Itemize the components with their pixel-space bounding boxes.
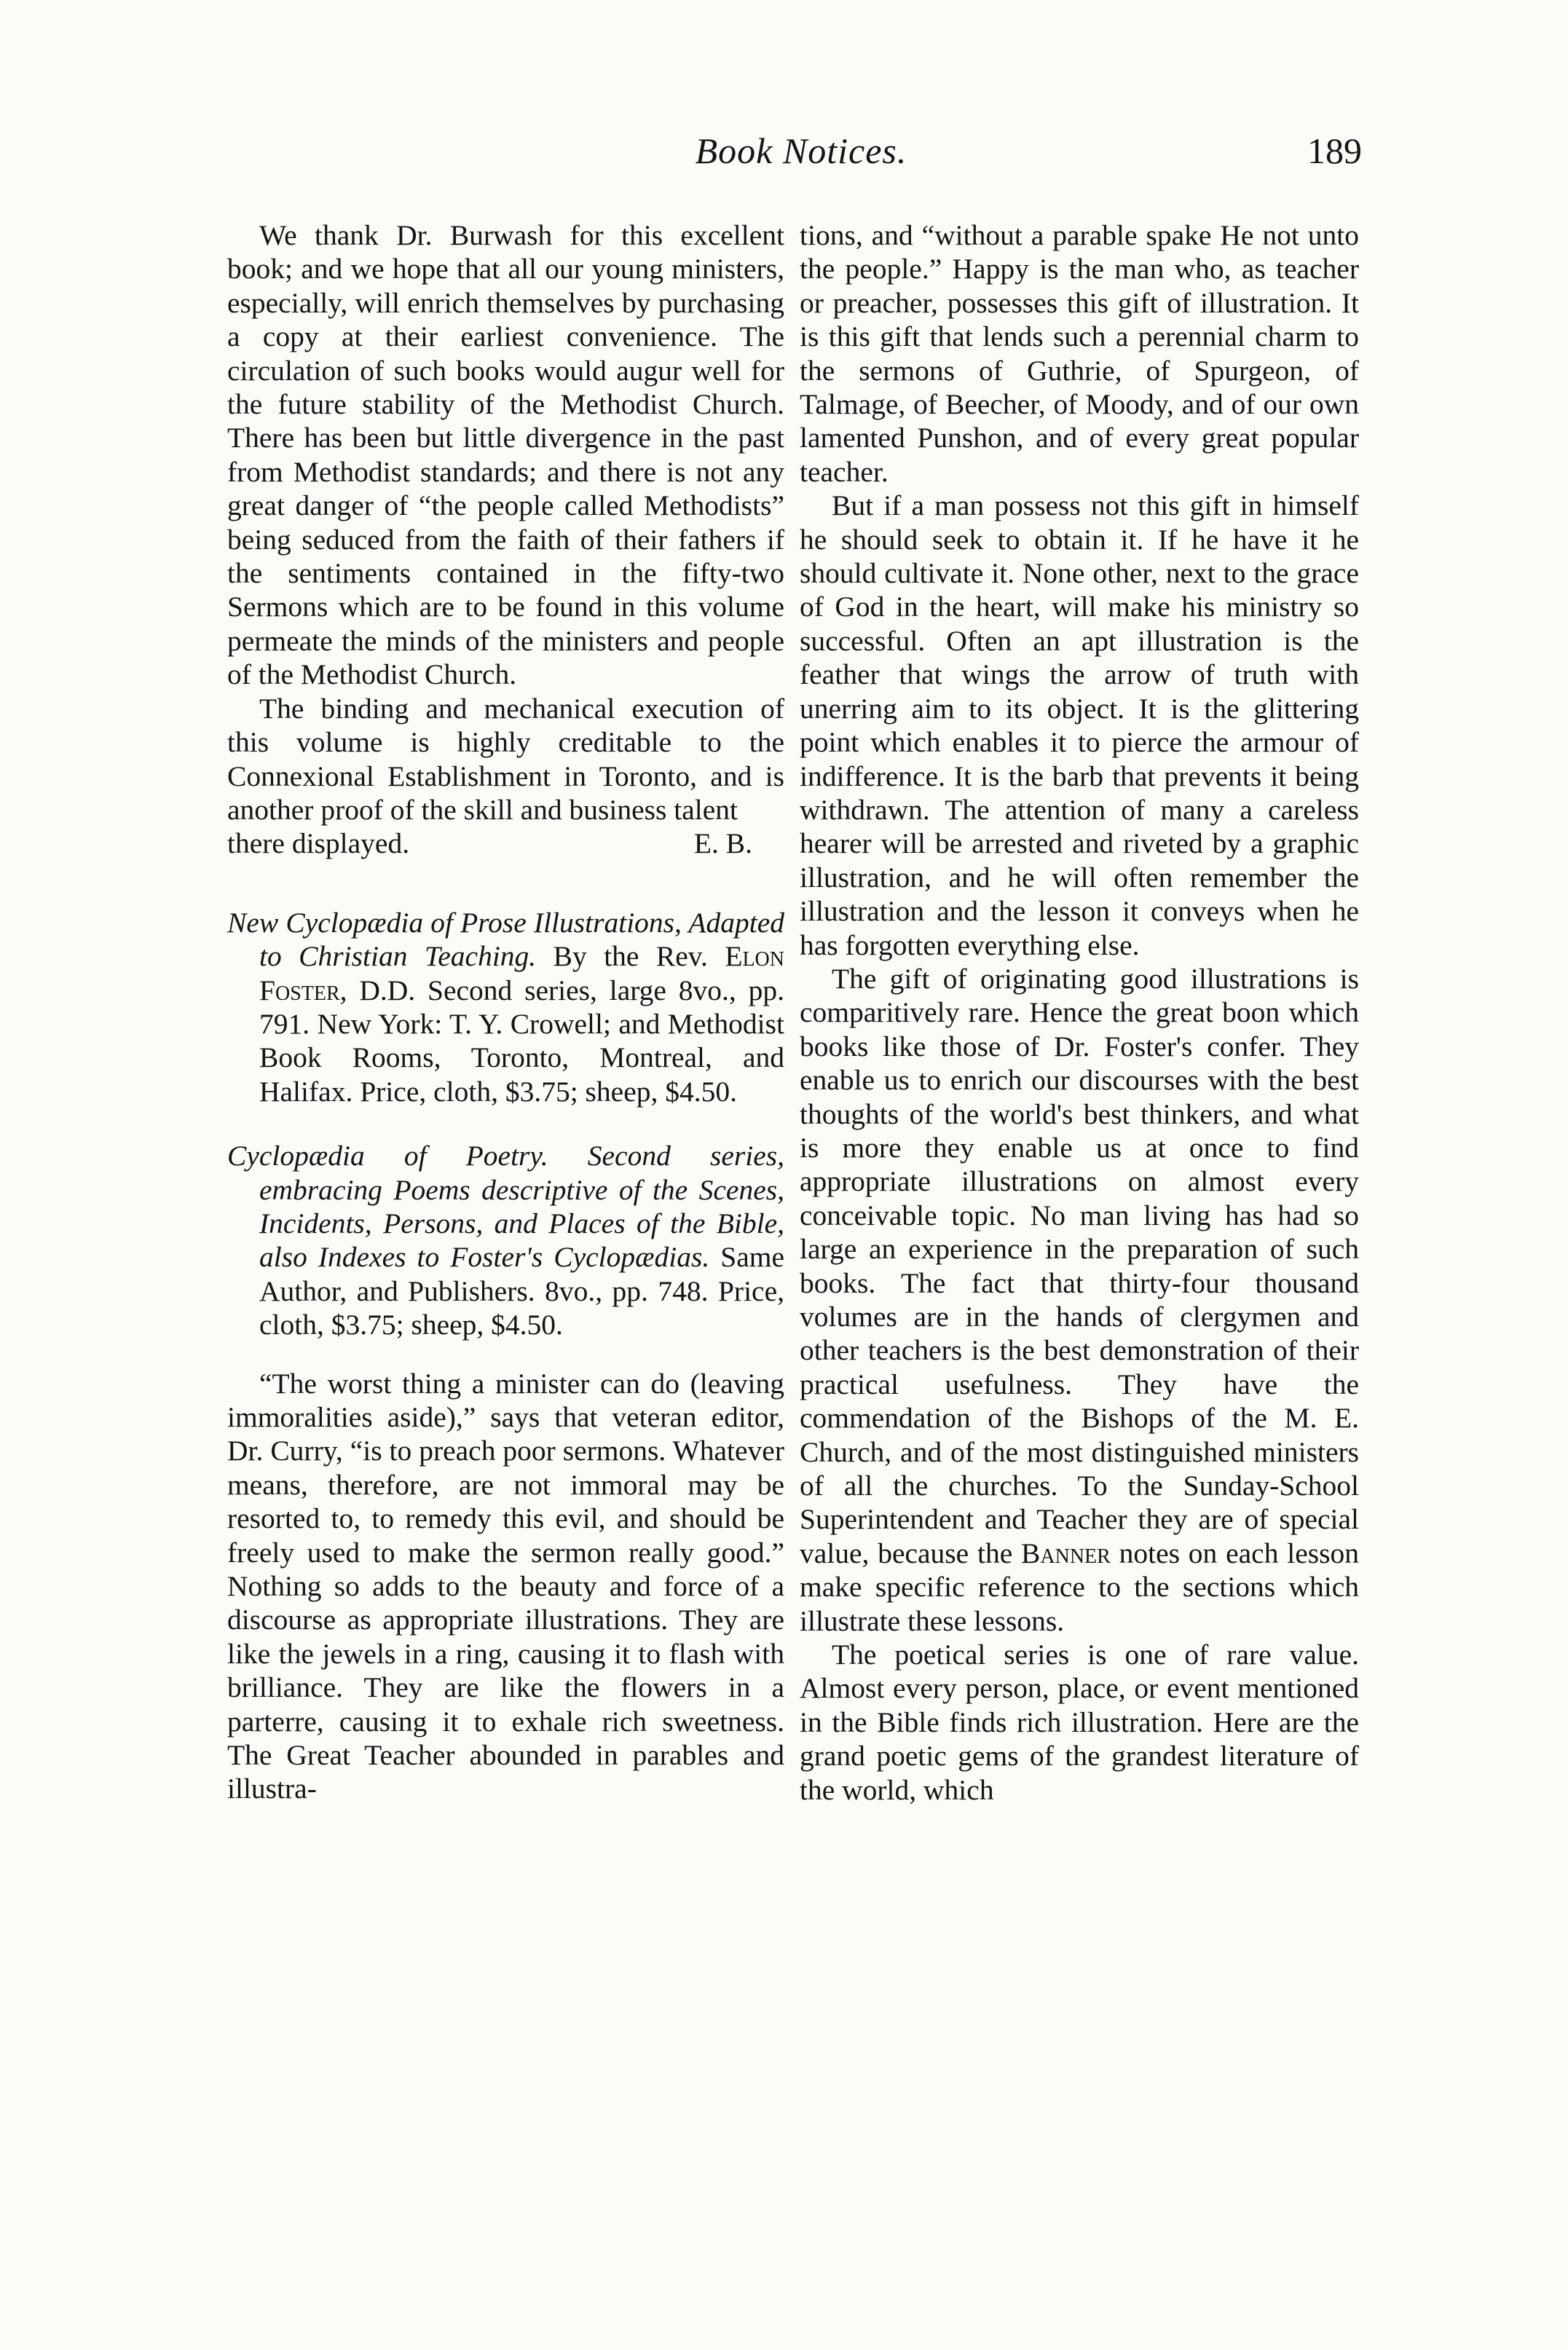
left-column bbox=[227, 218, 784, 1806]
right-column bbox=[800, 218, 1359, 1807]
illustrations-paragraph: “The worst thing a minister can do (leaving immoralities aside),” says that veteran editor, Dr. Curry, “is to preach poor sermons. Whatever means, therefore, are not immoral may be resorted to, to remedy this evil, and should be freely used to make the sermon really good.” Nothing so adds to the beauty and force of a discourse as appropriate illustrations. They are like the jewels in a ring, causing it to flash with brilliance. They are like the flowers in a parterre, causing it to exhale rich sweetness. The Great Teacher abounded in parables and illustra- bbox=[227, 1367, 784, 1805]
page-number: 189 bbox=[1307, 130, 1362, 171]
poetical-series-paragraph: The poetical series is one of rare value. Almost every person, place, or event mentioned in the Bible finds rich illustration. Here are the grand poetic gems of the grandest literature of the world, which bbox=[800, 1639, 1359, 1806]
foster-books-text: The gift of originating good illustrations is comparitively rare. Hence the great boon which books like those of Dr. Foster's confer. They enable us to enrich our discourses with the best thoughts of the world's best thinkers, and what is more they enable us at once to find appropriate illustrations on almost every conceivable topic. No man living has had so large an experience in the preparation of such books. The fact that thirty-four thousand volumes are in the hands of clergymen and other teachers is the best demonstration of their practical usefulness. They have the commendation of the Bishops of the M. E. Church, and of the most distinguished ministers of all the churches. To the Sunday-School Superintendent and Teacher they are of special value, because the bbox=[800, 962, 1359, 1569]
signature-line bbox=[227, 827, 784, 860]
foster-books-paragraph bbox=[800, 962, 1359, 1638]
gift-paragraph: But if a man possess not this gift in himself he should seek to obtain it. If he have it he should cultivate it. None other, next to the grace of God in the heart, will make his ministry so successful. Often an apt illustration is the feather that wings the arrow of truth with unerring aim to its object. It is the glittering point which enables it to pierce the armour of indifference. It is the barb that prevents it being withdrawn. The attention of many a careless hearer will be arrested and riveted by a graphic illustration, and he will often remember the illustration and the lesson it conveys when he has forgotten everything else. bbox=[800, 489, 1359, 961]
notice-1-title: New Cyclopædia of Prose Illustrations, Adapted to Christian Teaching. bbox=[227, 906, 784, 973]
notice-1-author: Elon Foster bbox=[259, 940, 784, 1006]
notice-1-details: , D.D. Second series, large 8vo., pp. 791. New York: T. Y. Crowell; and Methodist Book Rooms, Toronto, Montreal, and Halifax. Price, cloth, $3.75; sheep, $4.50. bbox=[259, 974, 784, 1108]
review-paragraph-1: We thank Dr. Burwash for this excellent book; and we hope that all our young ministers, especially, will enrich themselves by purchasing a copy at their earliest convenience. The circulation of such books would augur well for the future stability of the Methodist Church. There has been but little divergence in the past from Methodist standards; and there is not any great danger of “the people called Methodists” being seduced from the faith of their fathers if the sentiments contained in the fifty-two Sermons which are to be found in this volume permeate the minds of the ministers and people of the Methodist Church. bbox=[227, 219, 784, 691]
review-paragraph-2: The binding and mechanical execution of this volume is highly creditable to the Connexional Establishment in Toronto, and is another proof of the skill and business talent bbox=[227, 692, 784, 826]
section-gap bbox=[227, 1342, 784, 1367]
review-closing-text: there displayed. bbox=[227, 827, 410, 860]
notice-2-title: Cyclopædia of Poetry. Second series, embracing Poems descriptive of the Scenes, Incidents, Persons, and Places of the Bible, also Indexes to Foster's Cyclopædias. bbox=[227, 1140, 784, 1274]
notice-2-details: Same Author, and Publishers. 8vo., pp. 748. Price, cloth, $3.75; sheep, $4.50. bbox=[259, 1241, 785, 1341]
book-notice-2 bbox=[227, 1139, 784, 1341]
notice-1-by: By the Rev. bbox=[536, 940, 725, 973]
foster-books-text-end: notes on each lesson make specific reference to the sections which illustrate these lessons. bbox=[800, 1537, 1359, 1637]
running-title: Book Notices. bbox=[695, 130, 907, 171]
continued-paragraph: tions, and “without a parable spake He not unto the people.” Happy is the man who, as teacher or preacher, possesses this gift of illustration. It is this gift that lends such a perennial charm to the sermons of Guthrie, of Spurgeon, of Talmage, of Beecher, of Moody, and of our own lamented Punshon, and of every great popular teacher. bbox=[800, 219, 1359, 488]
review-signature: E. B. bbox=[693, 827, 752, 860]
page-header bbox=[240, 130, 1362, 188]
book-notice-1 bbox=[227, 906, 784, 1108]
banner-name: Banner bbox=[1021, 1537, 1111, 1569]
